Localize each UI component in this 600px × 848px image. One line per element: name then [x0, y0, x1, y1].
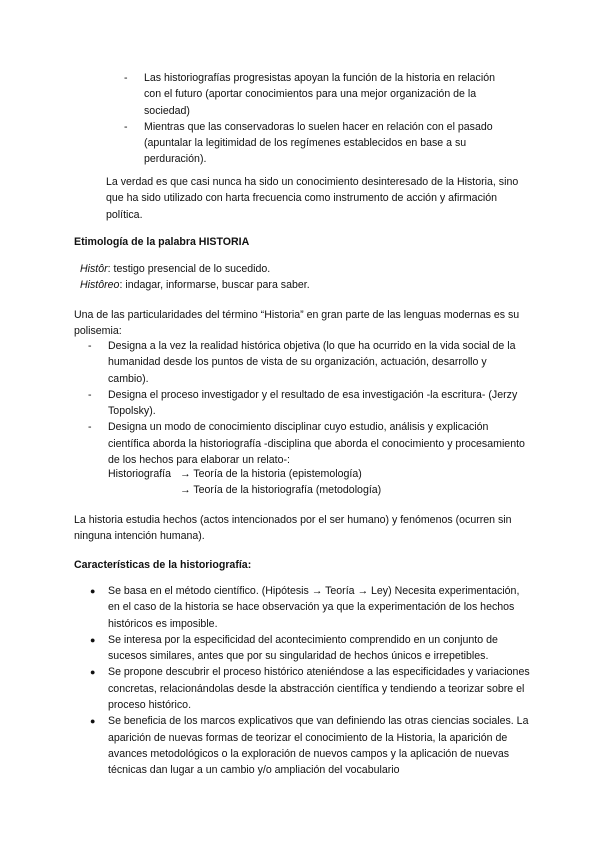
bullet-dot-icon: ● [90, 716, 96, 727]
list-item [90, 583, 530, 632]
paragraph-polisemia: Una de las particularidades del término “Historia” en gran parte de las lenguas modernas es su polisemia: [74, 309, 520, 338]
dash-marker: - [88, 421, 92, 434]
diagram-branch-epistemologia: → Teoría de la historia (epistemología) [180, 468, 362, 480]
dash-marker: - [124, 120, 128, 133]
dash-marker: - [88, 388, 92, 401]
list-item-text: Las historiografías progresistas apoyan la función de la historia en relación con el futuro (aportar conocimientos para una mejor organización de la sociedad) [144, 72, 495, 117]
dash-marker: - [88, 340, 92, 352]
list-item [90, 664, 530, 713]
list-item-text: Se propone descubrir el proceso histórico ateniéndose a las especificidades y variaciones concretas, relacionándolas desde la abstracción científica y tendiendo a teorizar sobre el proceso histórico. [108, 666, 530, 712]
list-item [124, 70, 514, 119]
paragraph-hechos: La historia estudia hechos (actos intencionados por el ser humano) y fenómenos (ocurren sin ninguna intención humana). [74, 514, 512, 543]
term-histor: Histôr [80, 263, 108, 275]
definition-historeo [80, 277, 520, 293]
term-historeo: Histôreo [80, 279, 120, 291]
section-heading-etimologia: Etimología de la palabra HISTORIA [74, 236, 250, 248]
list-item [88, 387, 528, 420]
list-item [88, 419, 528, 468]
diagram-root [108, 466, 171, 482]
list-item-text: Se interesa por la especificidad del acontecimiento comprendido en un conjunto de sucesos similares, antes que por su singularidad de hechos únicos e irrepetibles. [108, 633, 498, 663]
bullet-dot-icon: ● [90, 634, 96, 645]
polisemia-dash-list [88, 338, 528, 468]
dash-marker: - [124, 72, 128, 84]
list-item-text: Designa un modo de conocimiento disciplinar cuyo estudio, análisis y explicación científica aborda la historiografía -disciplina que aborda el conocimiento y procesamiento de los hechos para elaborar un relato-: [108, 421, 525, 467]
list-item-text: Designa a la vez la realidad histórica objetiva (lo que ha ocurrido en la vida social de la humanidad desde los puntos de vista de su organización, actuación, desarrollo y cambio). [108, 340, 516, 385]
definition-histor [80, 261, 520, 277]
list-item-text: Se beneficia de los marcos explicativos que van definiendo las otras ciencias sociales. La aparición de nuevas formas de teorizar el conocimiento de la Historia, la aparición de avances metodológicos o la exploración de nuevos campos y la aplicación de nuevas técnicas dan lugar a un cambio y/o ampliación del vocabulario [108, 715, 529, 777]
diagram-branch-metodologia: → Teoría de la historiografía (metodología) [180, 484, 382, 496]
caracteristicas-bullet-list [90, 583, 530, 779]
list-item-text: Mientras que las conservadoras lo suelen hacer en relación con el pasado (apuntalar la legitimidad de los regímenes establecidos en base a su perduración). [144, 120, 493, 166]
list-item [88, 338, 528, 387]
bullet-dot-icon: ● [90, 667, 96, 678]
list-item-text: Designa el proceso investigador y el resultado de esa investigación -la escritura- (Jerzy Topolsky). [108, 388, 518, 418]
paragraph-verdad: La verdad es que casi nunca ha sido un conocimiento desinteresado de la Historia, sino que ha sido utilizado con harta frecuencia como instrumento de acción y afirmación política. [106, 176, 519, 221]
definition-text: : indagar, informarse, buscar para saber. [119, 279, 310, 291]
list-item [90, 713, 530, 778]
diagram-root-label: Historiografía [108, 468, 171, 480]
list-item-text: Se basa en el método científico. (Hipótesis → Teoría → Ley) Necesita experimentación, en el caso de la historia se hace observación ya que la experimentación de los hechos históricos es imposible. [108, 585, 520, 630]
definition-text: : testigo presencial de lo sucedido. [107, 263, 271, 275]
bullet-dot-icon: ● [90, 586, 96, 596]
list-item [124, 119, 514, 168]
top-dash-list [124, 70, 514, 168]
list-item [90, 632, 530, 665]
section-heading-caracteristicas: Características de la historiografía: [74, 559, 252, 571]
